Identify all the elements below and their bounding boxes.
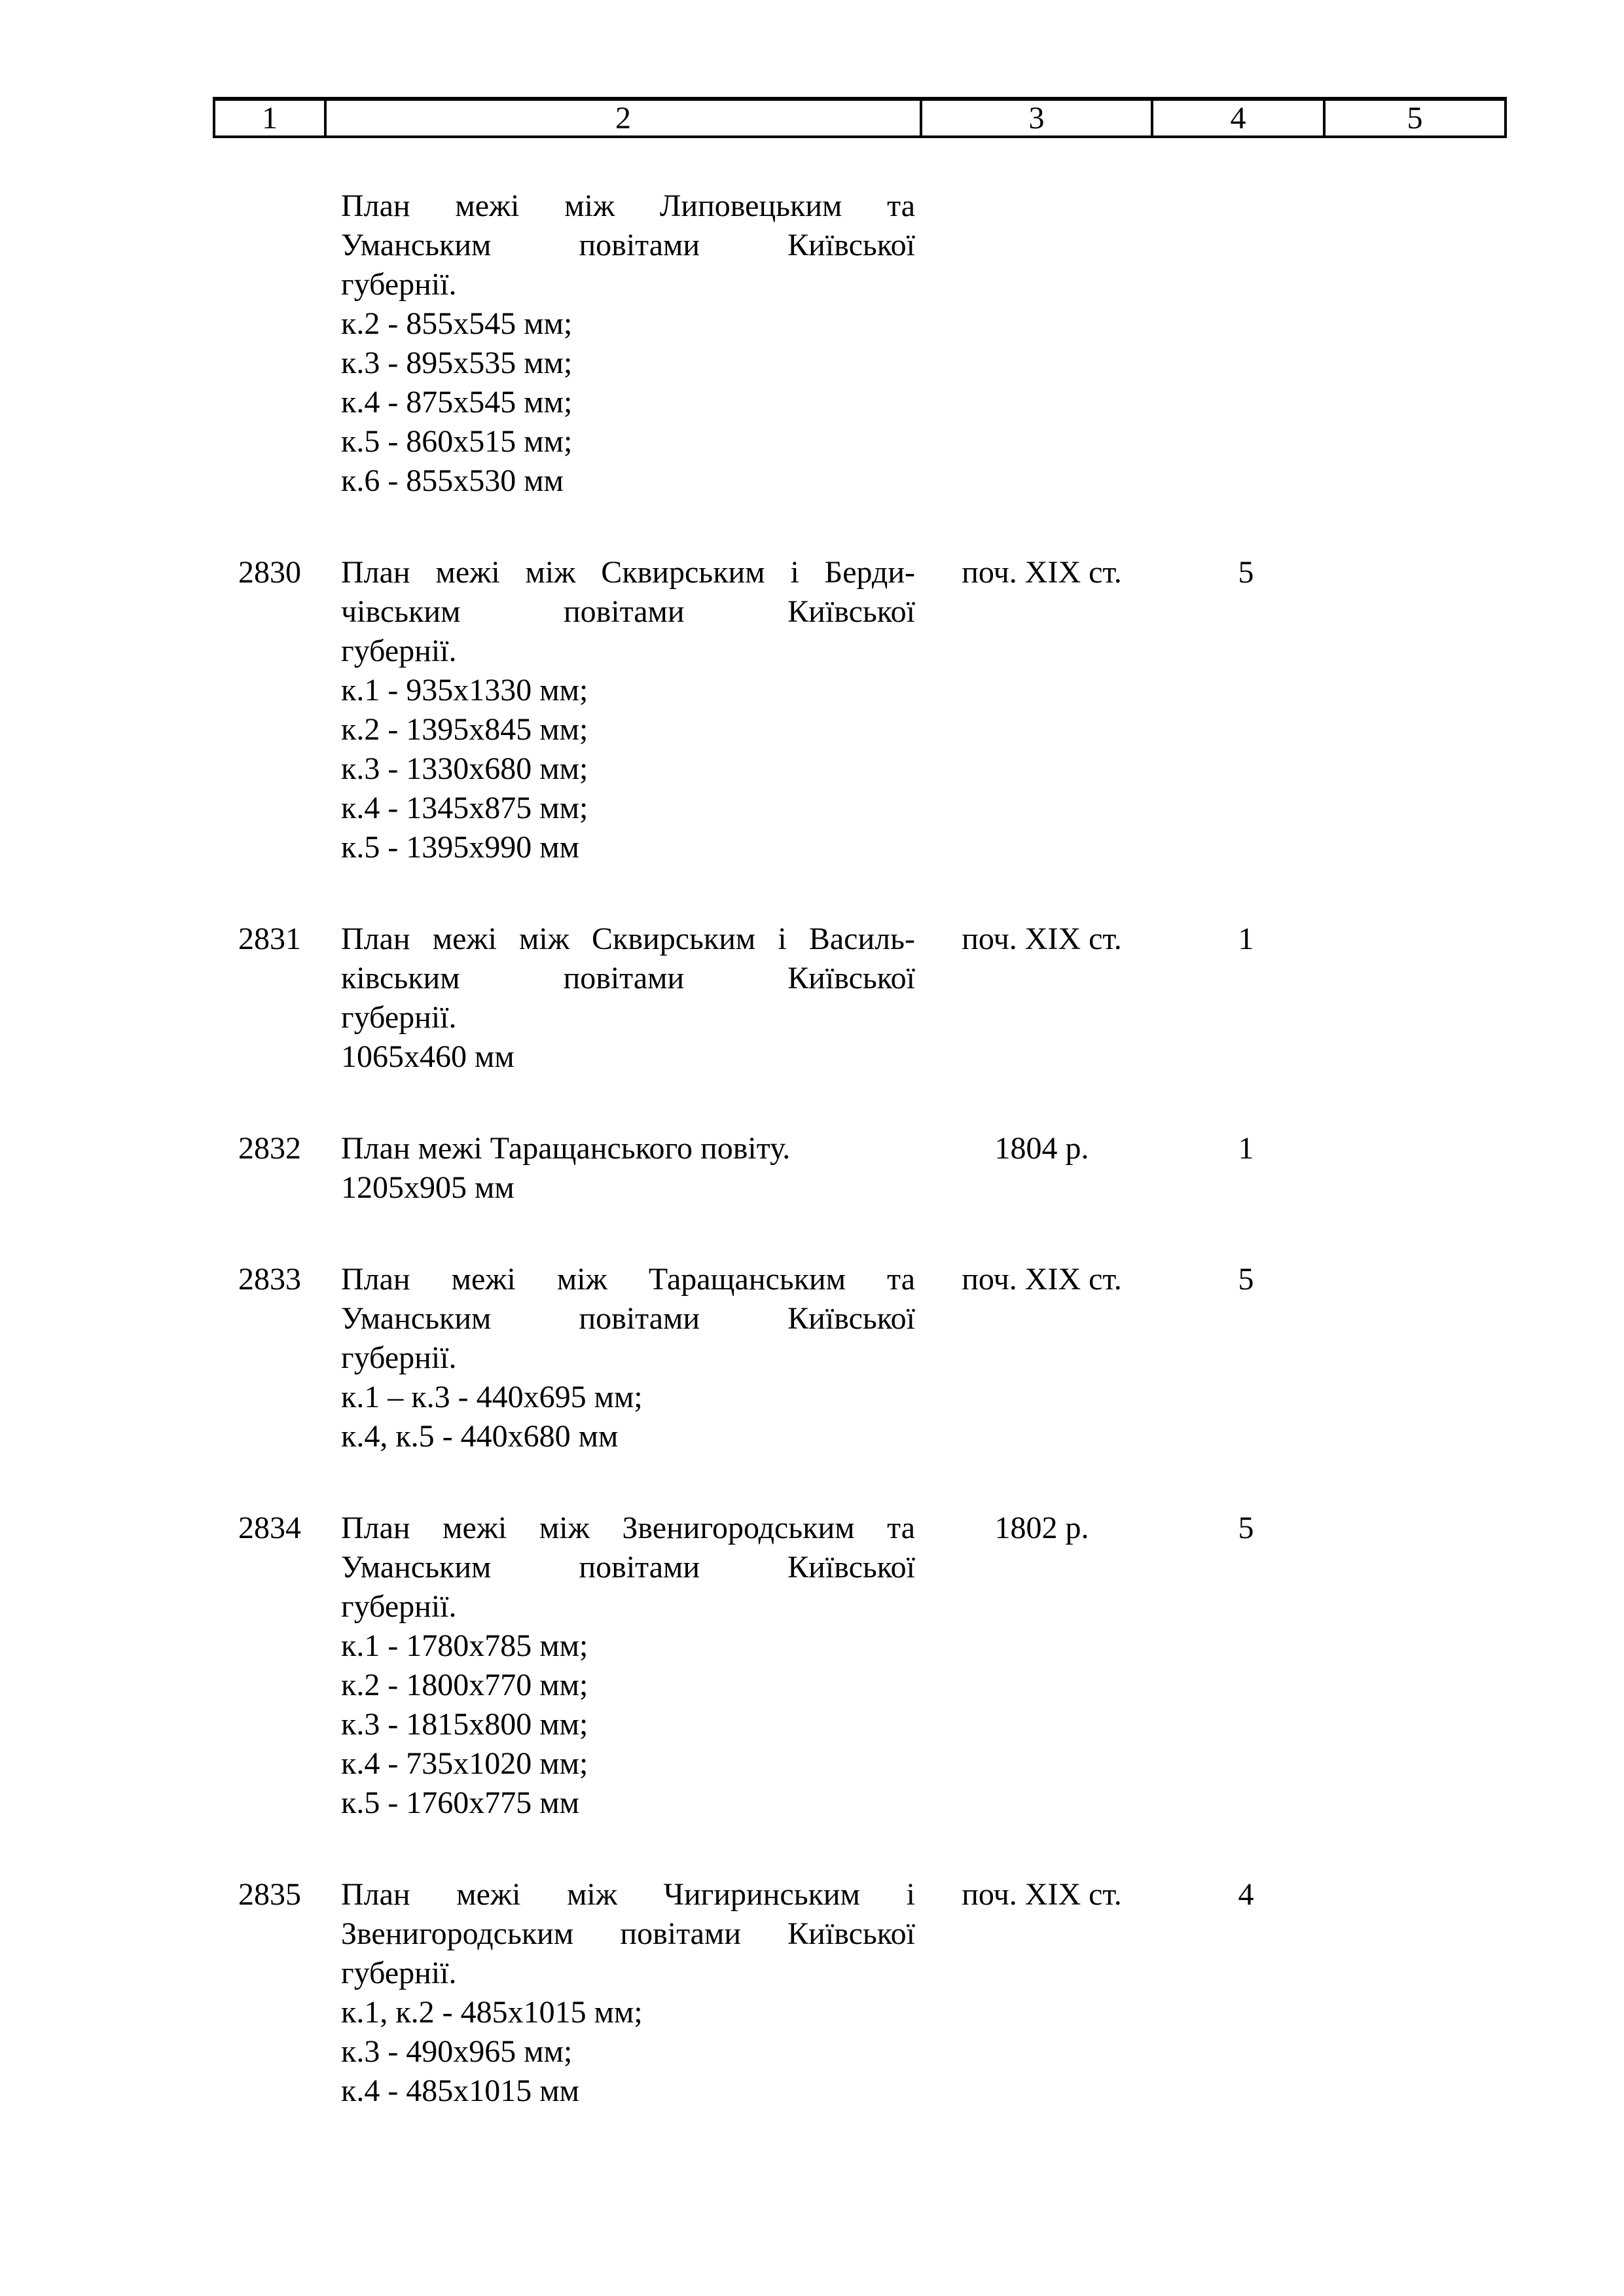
description-line: План межі між Сквирським і Василь- bbox=[341, 922, 915, 956]
description-line: губернії. bbox=[341, 267, 457, 302]
entry-id: 2833 bbox=[238, 1262, 301, 1297]
column-header-3: 3 bbox=[920, 101, 1151, 135]
dimension-line: к.6 - 855х530 мм bbox=[341, 463, 564, 498]
entry-date: поч. XIX ст. bbox=[962, 1262, 1122, 1297]
entry-description bbox=[327, 187, 925, 501]
entry-description bbox=[327, 1260, 925, 1456]
table-header-row bbox=[213, 97, 1507, 138]
table-row bbox=[213, 920, 1507, 1077]
entry-description bbox=[327, 920, 925, 1077]
description-line: План межі між Липовецьким та bbox=[341, 188, 915, 223]
dimension-line: к.2 - 1800х770 мм; bbox=[341, 1668, 588, 1702]
description-line: губернії. bbox=[341, 1956, 457, 1990]
description-line: План межі Таращанського повіту. bbox=[341, 1131, 791, 1166]
entry-count: 4 bbox=[1238, 1877, 1254, 1912]
entry-notes bbox=[1333, 1509, 1507, 1823]
entry-id bbox=[213, 187, 327, 501]
description-line: План межі між Чигиринським і bbox=[341, 1877, 915, 1912]
dimension-line: к.4 - 875х545 мм; bbox=[341, 385, 573, 420]
table-row bbox=[213, 1129, 1507, 1208]
entry-count: 5 bbox=[1238, 555, 1254, 590]
dimension-line: к.1 - 935х1330 мм; bbox=[341, 673, 588, 708]
table-row bbox=[213, 553, 1507, 867]
description-line: губернії. bbox=[341, 1589, 457, 1624]
entry-notes bbox=[1333, 553, 1507, 867]
entry-notes bbox=[1333, 1260, 1507, 1456]
table-row bbox=[213, 1509, 1507, 1823]
entry-description bbox=[327, 553, 925, 867]
entry-count: 5 bbox=[1238, 1262, 1254, 1297]
description-line: План межі між Звенигородським та bbox=[341, 1511, 915, 1545]
table-row bbox=[213, 1260, 1507, 1456]
entry-count: 1 bbox=[1238, 922, 1254, 956]
description-line: чівським повітами Київської bbox=[341, 594, 915, 629]
dimension-line: к.3 - 1815х800 мм; bbox=[341, 1707, 588, 1742]
entry-date: поч. XIX ст. bbox=[962, 555, 1122, 590]
description-line: План межі між Таращанським та bbox=[341, 1262, 915, 1297]
description-line: губернії. bbox=[341, 1340, 457, 1375]
dimension-line: к.4 - 485х1015 мм bbox=[341, 2073, 580, 2108]
table-row bbox=[213, 187, 1507, 501]
dimension-line: 1205х905 мм bbox=[341, 1170, 514, 1205]
dimension-line: к.2 - 855х545 мм; bbox=[341, 306, 573, 341]
description-line: ківським повітами Київської bbox=[341, 961, 915, 996]
entry-notes bbox=[1333, 920, 1507, 1077]
dimension-line: к.5 - 860х515 мм; bbox=[341, 424, 573, 459]
description-line: Уманським повітами Київської bbox=[341, 1301, 915, 1336]
entry-count: 5 bbox=[1238, 1511, 1254, 1545]
entry-count: 1 bbox=[1238, 1131, 1254, 1166]
dimension-line: к.2 - 1395х845 мм; bbox=[341, 712, 588, 747]
dimension-line: к.1 – к.3 - 440х695 мм; bbox=[341, 1380, 643, 1414]
inventory-entries bbox=[213, 187, 1507, 2111]
entry-notes bbox=[1333, 1875, 1507, 2111]
entry-date: 1802 р. bbox=[994, 1511, 1089, 1545]
description-line: План межі між Сквирським і Берди- bbox=[341, 555, 915, 590]
dimension-line: к.5 - 1760х775 мм bbox=[341, 1785, 580, 1820]
dimension-line: к.4 - 735х1020 мм; bbox=[341, 1746, 588, 1781]
column-header-2: 2 bbox=[324, 101, 920, 135]
description-line: губернії. bbox=[341, 1000, 457, 1035]
table-row bbox=[213, 1875, 1507, 2111]
description-line: губернії. bbox=[341, 634, 457, 668]
description-line: Уманським повітами Київської bbox=[341, 228, 915, 262]
entry-date: поч. XIX ст. bbox=[962, 922, 1122, 956]
entry-id: 2835 bbox=[238, 1877, 301, 1912]
dimension-line: к.1, к.2 - 485х1015 мм; bbox=[341, 1995, 643, 2030]
entry-date: поч. XIX ст. bbox=[962, 1877, 1122, 1912]
dimension-line: к.4, к.5 - 440х680 мм bbox=[341, 1419, 619, 1454]
dimension-line: к.3 - 895х535 мм; bbox=[341, 346, 573, 380]
entry-description bbox=[327, 1129, 925, 1208]
entry-description bbox=[327, 1509, 925, 1823]
dimension-line: 1065х460 мм bbox=[341, 1039, 514, 1074]
dimension-line: к.4 - 1345х875 мм; bbox=[341, 791, 588, 825]
entry-date: 1804 р. bbox=[994, 1131, 1089, 1166]
column-header-5: 5 bbox=[1323, 101, 1504, 135]
dimension-line: к.3 - 1330х680 мм; bbox=[341, 751, 588, 786]
entry-id: 2830 bbox=[238, 555, 301, 590]
entry-description bbox=[327, 1875, 925, 2111]
dimension-line: к.3 - 490х965 мм; bbox=[341, 2034, 573, 2069]
description-line: Звенигородським повітами Київської bbox=[341, 1916, 915, 1951]
column-header-1: 1 bbox=[262, 101, 278, 135]
entry-count bbox=[1159, 187, 1333, 501]
entry-date bbox=[925, 187, 1159, 501]
description-line: Уманським повітами Київської bbox=[341, 1550, 915, 1585]
entry-notes bbox=[1333, 1129, 1507, 1208]
column-header-4: 4 bbox=[1151, 101, 1323, 135]
entry-id: 2834 bbox=[238, 1511, 301, 1545]
dimension-line: к.5 - 1395х990 мм bbox=[341, 830, 580, 865]
entry-id: 2832 bbox=[238, 1131, 301, 1166]
entry-id: 2831 bbox=[238, 922, 301, 956]
dimension-line: к.1 - 1780х785 мм; bbox=[341, 1628, 588, 1663]
entry-notes bbox=[1333, 187, 1507, 501]
